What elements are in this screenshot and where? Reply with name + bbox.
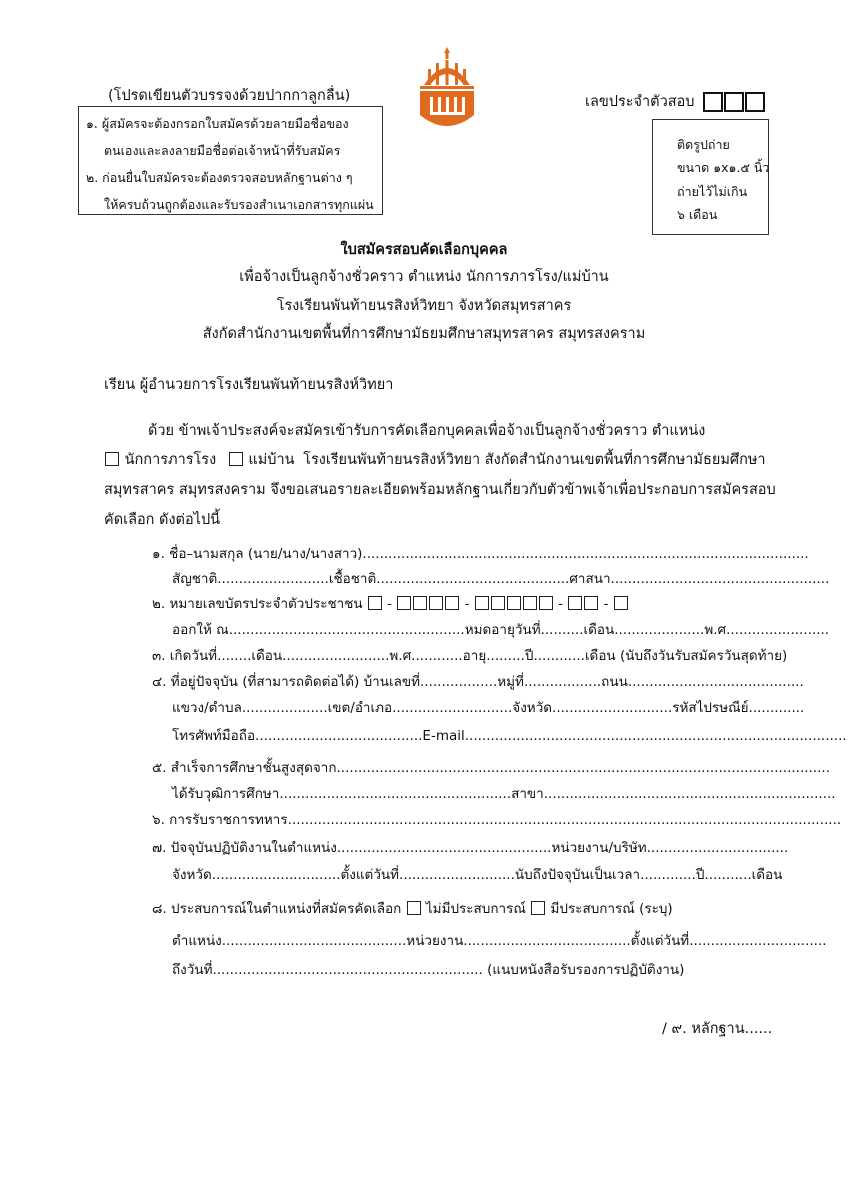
intro-line-4: คัดเลือก ดังต่อไปนี้ — [104, 512, 221, 528]
id-digit-box[interactable] — [368, 596, 382, 610]
field-experience-position[interactable]: ตำแหน่ง...........................................หน่วยงาน.......................................ตั้งแต่วันที่................................ — [172, 933, 827, 949]
id-digit-box[interactable] — [429, 596, 443, 610]
field-id-card-label: ๒. หมายเลขบัตรประจำตัวประชาชน — [152, 596, 363, 612]
school-logo-icon — [414, 45, 480, 137]
id-digit-box[interactable] — [507, 596, 521, 610]
photo-label-3: ถ่ายไว้ไม่เกิน — [677, 184, 748, 199]
field-experience-label: ๘. ประสบการณ์ในตำแหน่งที่สมัครคัดเลือก — [152, 901, 402, 917]
field-degree[interactable]: ได้รับวุฒิการศึกษา......................................................สาขา.................................................................... — [172, 786, 836, 802]
exam-id-box[interactable] — [745, 92, 765, 112]
pen-note: (โปรดเขียนตัวบรรจงด้วยปากกาลูกลื่น) — [108, 88, 351, 104]
id-digit-box[interactable] — [491, 596, 505, 610]
id-digit-box[interactable] — [445, 596, 459, 610]
id-digit-box[interactable] — [413, 596, 427, 610]
field-job-duration[interactable]: จังหวัด..............................ตั้งแต่วันที่...........................นับถึงปัจจุบันเป็นเวลา.............ปี...........เดือน — [172, 867, 783, 883]
photo-label-4: ๖ เดือน — [677, 207, 718, 222]
id-digit-box[interactable] — [523, 596, 537, 610]
id-digit-box[interactable] — [475, 596, 489, 610]
field-experience-until[interactable]: ถึงวันที่............................................................... (แนบหนังสือรับรองการปฏิบัติงาน) — [172, 962, 685, 978]
field-birthdate[interactable]: ๓. เกิดวันที่........เดือน.........................พ.ศ............อายุ.........ปี............เดือน (นับถึงวันรับสมัครวันสุดท้าย) — [152, 648, 788, 664]
exam-id-label: เลขประจำตัวสอบ — [585, 94, 695, 110]
field-address-district[interactable]: แขวง/ตำบล....................เขต/อำเภอ............................จังหวัด............................รหัสไปรษณีย์............. — [172, 700, 805, 716]
field-id-issue[interactable]: ออกให้ ณ.......................................................หมดอายุวันที่..........เดือน.....................พ.ศ........................ — [172, 622, 830, 638]
field-id-card: ๒. หมายเลขบัตรประจำตัวประชาชน - - - - — [152, 592, 629, 614]
instruction-1-cont: ตนเองและลงลายมือชื่อต่อเจ้าหน้าที่รับสมัคร — [104, 143, 341, 158]
intro-line-2-rest: โรงเรียนพันท้ายนรสิงห์วิทยา สังกัดสำนักงานเขตพื้นที่การศึกษามัธยมศึกษา — [303, 452, 766, 468]
photo-label-2: ขนาด ๑x๑.๕ นิ้ว — [677, 160, 770, 175]
intro-line-2 — [104, 448, 766, 471]
field-name[interactable]: ๑. ชื่อ–นามสกุล (นาย/นาง/นางสาว)........................................................................................................ — [152, 546, 809, 562]
id-digit-box[interactable] — [614, 596, 628, 610]
no-experience-checkbox[interactable] — [407, 901, 421, 915]
field-current-job[interactable]: ๗. ปัจจุบันปฏิบัติงานในตำแหน่ง..................................................หน่วยงาน/บริษัท................................. — [152, 840, 789, 856]
form-subtitle-2: โรงเรียนพันท้ายนรสิงห์วิทยา จังหวัดสมุทรสาคร — [276, 298, 572, 314]
salutation: เรียน ผู้อำนวยการโรงเรียนพันท้ายนรสิงห์วิทยา — [104, 377, 394, 393]
field-military[interactable]: ๖. การรับราชการทหาร................................................................................................................................. — [152, 812, 842, 828]
intro-line-1: ด้วย ข้าพเจ้าประสงค์จะสมัครเข้ารับการคัดเลือกบุคคลเพื่อจ้างเป็นลูกจ้างชั่วคราว ตำแหน่ง — [148, 423, 706, 439]
has-experience-label: มีประสบการณ์ (ระบุ) — [550, 901, 673, 917]
form-subtitle-3: สังกัดสำนักงานเขตพื้นที่การศึกษามัธยมศึกษาสมุทรสาคร สมุทรสงคราม — [202, 326, 646, 342]
field-phone-email[interactable]: โทรศัพท์มือถือ.......................................E-mail......................................................................................... — [172, 728, 847, 744]
continued-footer: / ๙. หลักฐาน...... — [662, 1021, 773, 1037]
instruction-2: ๒. ก่อนยื่นใบสมัครจะต้องตรวจสอบหลักฐานต่าง ๆ — [86, 170, 353, 185]
exam-id-box[interactable] — [724, 92, 744, 112]
has-experience-checkbox[interactable] — [531, 901, 545, 915]
field-address[interactable]: ๔. ที่อยู่ปัจจุบัน (ที่สามารถติดต่อได้) บ้านเลขที่..................หมู่ที่..................ถนน......................................... — [152, 674, 804, 690]
field-experience — [152, 897, 673, 919]
janitor-option-label: นักการภารโรง — [124, 452, 217, 468]
photo-label-1: ติดรูปถ่าย — [677, 137, 730, 152]
field-nationality[interactable]: สัญชาติ..........................เชื้อชาติ.............................................ศาสนา................................................... — [172, 571, 830, 587]
exam-id-box[interactable] — [703, 92, 723, 112]
exam-id — [585, 90, 766, 113]
intro-line-3: สมุทรสาคร สมุทรสงคราม จึงขอเสนอรายละเอียดพร้อมหลักฐานเกี่ยวกับตัวข้าพเจ้าเพื่อประกอบการสมัครสอบ — [104, 482, 776, 498]
janitor-checkbox[interactable] — [105, 452, 119, 466]
field-education[interactable]: ๕. สำเร็จการศึกษาชั้นสูงสุดจาก................................................................................................................... — [152, 760, 831, 776]
housekeeper-checkbox[interactable] — [229, 452, 243, 466]
id-digit-box[interactable] — [397, 596, 411, 610]
id-digit-box[interactable] — [568, 596, 582, 610]
instruction-1: ๑. ผู้สมัครจะต้องกรอกใบสมัครด้วยลายมือชื่อของ — [86, 116, 349, 131]
form-title: ใบสมัครสอบคัดเลือกบุคคล — [340, 242, 508, 258]
id-digit-box[interactable] — [539, 596, 553, 610]
no-experience-label: ไม่มีประสบการณ์ — [425, 901, 526, 917]
id-digit-box[interactable] — [584, 596, 598, 610]
form-subtitle-1: เพื่อจ้างเป็นลูกจ้างชั่วคราว ตำแหน่ง นักการภารโรง/แม่บ้าน — [239, 269, 609, 285]
housekeeper-option-label: แม่บ้าน — [248, 452, 295, 468]
instruction-2-cont: ให้ครบถ้วนถูกต้องและรับรองสำเนาเอกสารทุกแผ่น — [104, 197, 374, 212]
